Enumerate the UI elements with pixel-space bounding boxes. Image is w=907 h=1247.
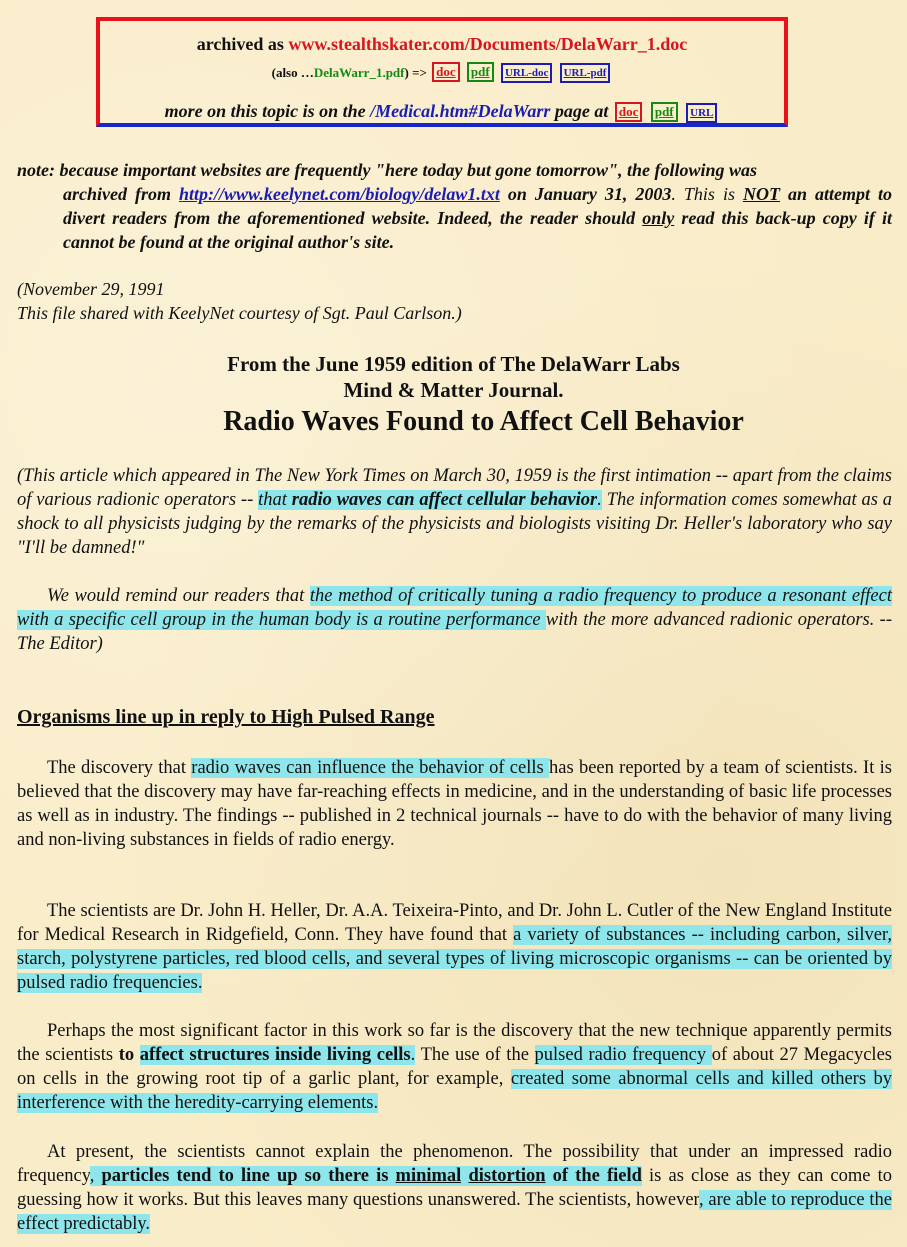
note-only: only — [642, 208, 675, 228]
highlight: of the field — [545, 1166, 642, 1186]
note-not: NOT — [742, 184, 780, 204]
body-paragraph — [17, 1140, 892, 1236]
keelynet-link[interactable]: http://www.keelynet.com/biology/delaw1.txt — [179, 184, 500, 204]
intro-paragraph — [17, 464, 892, 560]
url-doc-button[interactable]: URL-doc — [501, 63, 552, 83]
body-text: to — [118, 1045, 140, 1065]
note-text: archived from — [63, 184, 180, 204]
also-prefix: (also … — [271, 65, 314, 80]
highlight: , — [89, 1166, 102, 1186]
archive-box — [96, 17, 788, 127]
highlight: the method of critically tuning a radio frequency to produce a resonant effect with a specific cell group in the human body is a routine performance — [17, 586, 892, 630]
section-heading: Organisms line up in reply to High Pulsed Range — [17, 706, 435, 728]
body-paragraph — [17, 756, 892, 852]
highlight: pulsed radio frequency — [534, 1045, 712, 1065]
editor-text: with the more advanced radionic operators. -- The Editor) — [17, 610, 892, 654]
note-lead: note: because important websites are frequently "here today but gone tomorrow", the following was — [17, 160, 758, 180]
url-pdf-button[interactable]: URL-pdf — [560, 63, 611, 83]
note-text: an attempt to divert readers from the aforementioned website. Indeed, the reader should — [63, 184, 893, 228]
doc-button[interactable]: doc — [432, 62, 460, 82]
body-text: The scientists are Dr. John H. Heller, Dr. A.A. Teixeira-Pinto, and Dr. John L. Cutler of the New England Institute for Medical Research in Ridgefield, Conn. They have found that — [17, 901, 892, 945]
body-text: Perhaps the most significant factor in this work so far is the discovery that the new technique apparently permits the scientists — [17, 1021, 892, 1065]
source-line-2: Mind & Matter Journal. — [343, 378, 564, 402]
archive-prefix: archived as — [196, 34, 289, 54]
source-heading — [0, 351, 907, 403]
highlight: affect structures inside living cells — [139, 1045, 411, 1065]
credit-line: This file shared with KeelyNet courtesy of Sgt. Paul Carlson.) — [17, 303, 462, 323]
highlight: radio waves can affect cellular behavior — [291, 490, 598, 510]
highlight: that — [258, 490, 292, 510]
body-text: has been reported by a team of scientists. It is believed that the discovery may have far-reaching effects in medicine, and in the understanding of basic life processes as well as in industry. The findings -- published in 2 technical journals -- have to do with the behavior of many living and non-living substances in fields of radio energy. — [17, 758, 892, 850]
body-text: The discovery that — [47, 758, 192, 778]
also-line — [100, 62, 784, 83]
archive-line — [100, 34, 784, 55]
body-text: is as close as they can come to guessing how it works. But this leaves many questions unanswered. The scientists, however — [17, 1166, 893, 1210]
highlight: minimal — [395, 1166, 462, 1186]
highlight: created some abnormal cells and killed others by interference with the heredity-carrying elements. — [17, 1069, 893, 1113]
archive-note — [17, 158, 892, 254]
highlight: . — [410, 1045, 416, 1065]
more-topic-line — [100, 101, 784, 123]
highlight: distortion — [468, 1166, 546, 1186]
archive-url-link[interactable]: www.stealthskater.com/Documents/DelaWarr_1.doc — [288, 34, 688, 54]
highlight: . — [597, 490, 602, 510]
pdf-button[interactable]: pdf — [467, 62, 494, 82]
date-line: (November 29, 1991 — [17, 279, 165, 299]
highlight: radio waves can influence the behavior of cells — [191, 758, 549, 778]
more-suffix: page at — [550, 101, 609, 121]
more-prefix: more on this topic is on the — [164, 101, 371, 121]
article-title: Radio Waves Found to Affect Cell Behavior — [223, 406, 744, 437]
note-text: . This is — [671, 184, 743, 204]
body-text: The use of the — [415, 1045, 535, 1065]
highlight: particles tend to line up so there is — [101, 1166, 396, 1186]
highlight: a variety of substances -- including carbon, silver, starch, polystyrene particles, red blood cells, and several types of living microscopic organisms -- can be oriented by pulsed radio frequencies. — [17, 925, 892, 993]
intro-text: The information comes somewhat as a shock to all physicists judging by the remarks of the physicists and biologists visiting Dr. Heller's laboratory who say "I'll be damned!" — [17, 490, 893, 558]
also-file: DelaWarr_1.pdf — [313, 65, 405, 80]
editor-paragraph — [17, 584, 892, 656]
topic-doc-button[interactable]: doc — [615, 102, 643, 122]
intro-text: (This article which appeared in The New York Times on March 30, 1959 is the first intimation -- apart from the claims of various radionic operators -- — [17, 466, 892, 510]
editor-text: We would remind our readers that — [47, 586, 310, 606]
source-line-1: From the June 1959 edition of The DelaWarr Labs — [227, 352, 680, 376]
body-text: At present, the scientists cannot explain the phenomenon. The possibility that under an impressed radio frequency — [17, 1142, 892, 1186]
body-text: of about 27 Megacycles on cells in the growing root tip of a garlic plant, for example, — [17, 1045, 892, 1089]
note-date: on January 31, 2003 — [499, 184, 672, 204]
topic-url-button[interactable]: URL — [686, 103, 717, 123]
also-suffix: ) => — [404, 65, 427, 80]
body-paragraph — [17, 899, 892, 995]
note-text: read this back-up copy if it cannot be found at the original author's site. — [63, 208, 892, 252]
medical-page-link[interactable]: /Medical.htm#DelaWarr — [370, 101, 551, 121]
note-body — [17, 182, 892, 254]
highlight: , are able to reproduce the effect predictably. — [17, 1190, 892, 1234]
topic-pdf-button[interactable]: pdf — [651, 102, 678, 122]
date-block — [17, 277, 462, 325]
body-paragraph — [17, 1019, 892, 1115]
